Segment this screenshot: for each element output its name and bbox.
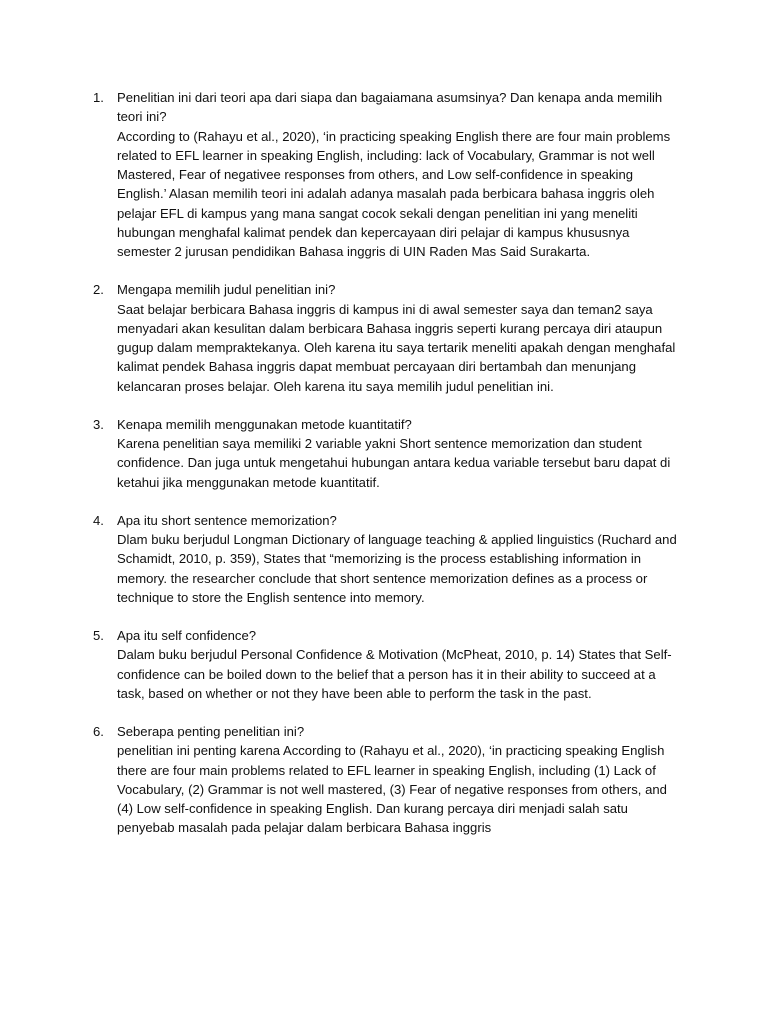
item-number: 2. bbox=[93, 282, 104, 298]
list-item bbox=[93, 722, 683, 838]
list-item bbox=[93, 415, 683, 492]
answer-text: penelitian ini penting karena According to (Rahayu et al., 2020), ‘in practicing speaking English there are four main problems related to EFL learner in speaking English, including (1) Lack of Vocabulary, (2) Grammar is not well mastered, (3) Fear of negative responses from others, and (4) Low self-confidence in speaking English. Dan kurang percaya diri menjadi salah satu penyebab masalah pada pelajar dalam berbicara Bahasa inggris bbox=[117, 743, 667, 836]
question-list bbox=[93, 88, 683, 857]
answer-text: According to (Rahayu et al., 2020), ‘in practicing speaking English there are four main problems related to EFL learner in speaking English, including: lack of Vocabulary, Grammar is not well Mastered, Fear of negativee responses from others, and Low self-confidence in speaking English.’ Alasan memilih teori ini adalah adanya masalah pada berbicara bahasa inggris oleh pelajar EFL di kampus yang mana sangat cocok sekali dengan penelitian ini yang meneliti hubungan menghafal kalimat pendek dan kepercayaan diri pelajar di kampus khususnya semester 2 jurusan pendidikan Bahasa inggris di UIN Raden Mas Said Surakarta. bbox=[117, 128, 671, 259]
question-text: Mengapa memilih judul penelitian ini? bbox=[117, 282, 336, 298]
list-item bbox=[93, 88, 683, 261]
answer-text: Dlam buku berjudul Longman Dictionary of language teaching & applied linguistics (Ruchard and Schamidt, 2010, p. 359), States that “memorizing is the process establishing information in memory. the researcher conclude that short sentence memorization defines as a process or technique to store the English sentence into memory. bbox=[117, 532, 677, 605]
answer-text: Saat belajar berbicara Bahasa inggris di kampus ini di awal semester saya dan teman2 saya menyadari akan kesulitan dalam berbicara Bahasa inggris seperti kurang percaya diri ataupun gugup dalam mempraktekanya. Oleh karena itu saya tertarik meneliti apakah dengan menghafal kalimat pendek Bahasa inggris dapat membuat percayaan diri bertambah dan menunjang kelancaran proses belajar. Oleh karena itu saya memilih judul penelitian ini. bbox=[117, 301, 676, 394]
item-number: 3. bbox=[93, 416, 104, 432]
answer-text: Karena penelitian saya memiliki 2 variable yakni Short sentence memorization dan student confidence. Dan juga untuk mengetahui hubungan antara kedua variable tersebut baru dapat di ketahui jika menggunakan metode kuantitatif. bbox=[117, 436, 671, 490]
item-number: 6. bbox=[93, 724, 104, 739]
item-number: 1. bbox=[93, 90, 104, 105]
item-number: 4. bbox=[93, 512, 104, 528]
question-text: Penelitian ini dari teori apa dari siapa dan bagaiamana asumsinya? Dan kenapa anda memilih teori ini? bbox=[117, 90, 663, 125]
list-item bbox=[93, 511, 683, 607]
question-text: Apa itu short sentence memorization? bbox=[117, 512, 337, 528]
question-text: Kenapa memilih menggunakan metode kuantitatif? bbox=[117, 416, 412, 432]
list-item bbox=[93, 280, 683, 396]
question-text: Seberapa penting penelitian ini? bbox=[117, 724, 305, 739]
list-item bbox=[93, 626, 683, 703]
question-text: Apa itu self confidence? bbox=[117, 628, 257, 643]
answer-text: Dalam buku berjudul Personal Confidence & Motivation (McPheat, 2010, p. 14) States that Self-confidence can be boiled down to the belief that a person has it in their ability to succeed at a task, based on whether or not they have been able to perform the task in the past. bbox=[117, 647, 672, 701]
item-number: 5. bbox=[93, 628, 104, 643]
